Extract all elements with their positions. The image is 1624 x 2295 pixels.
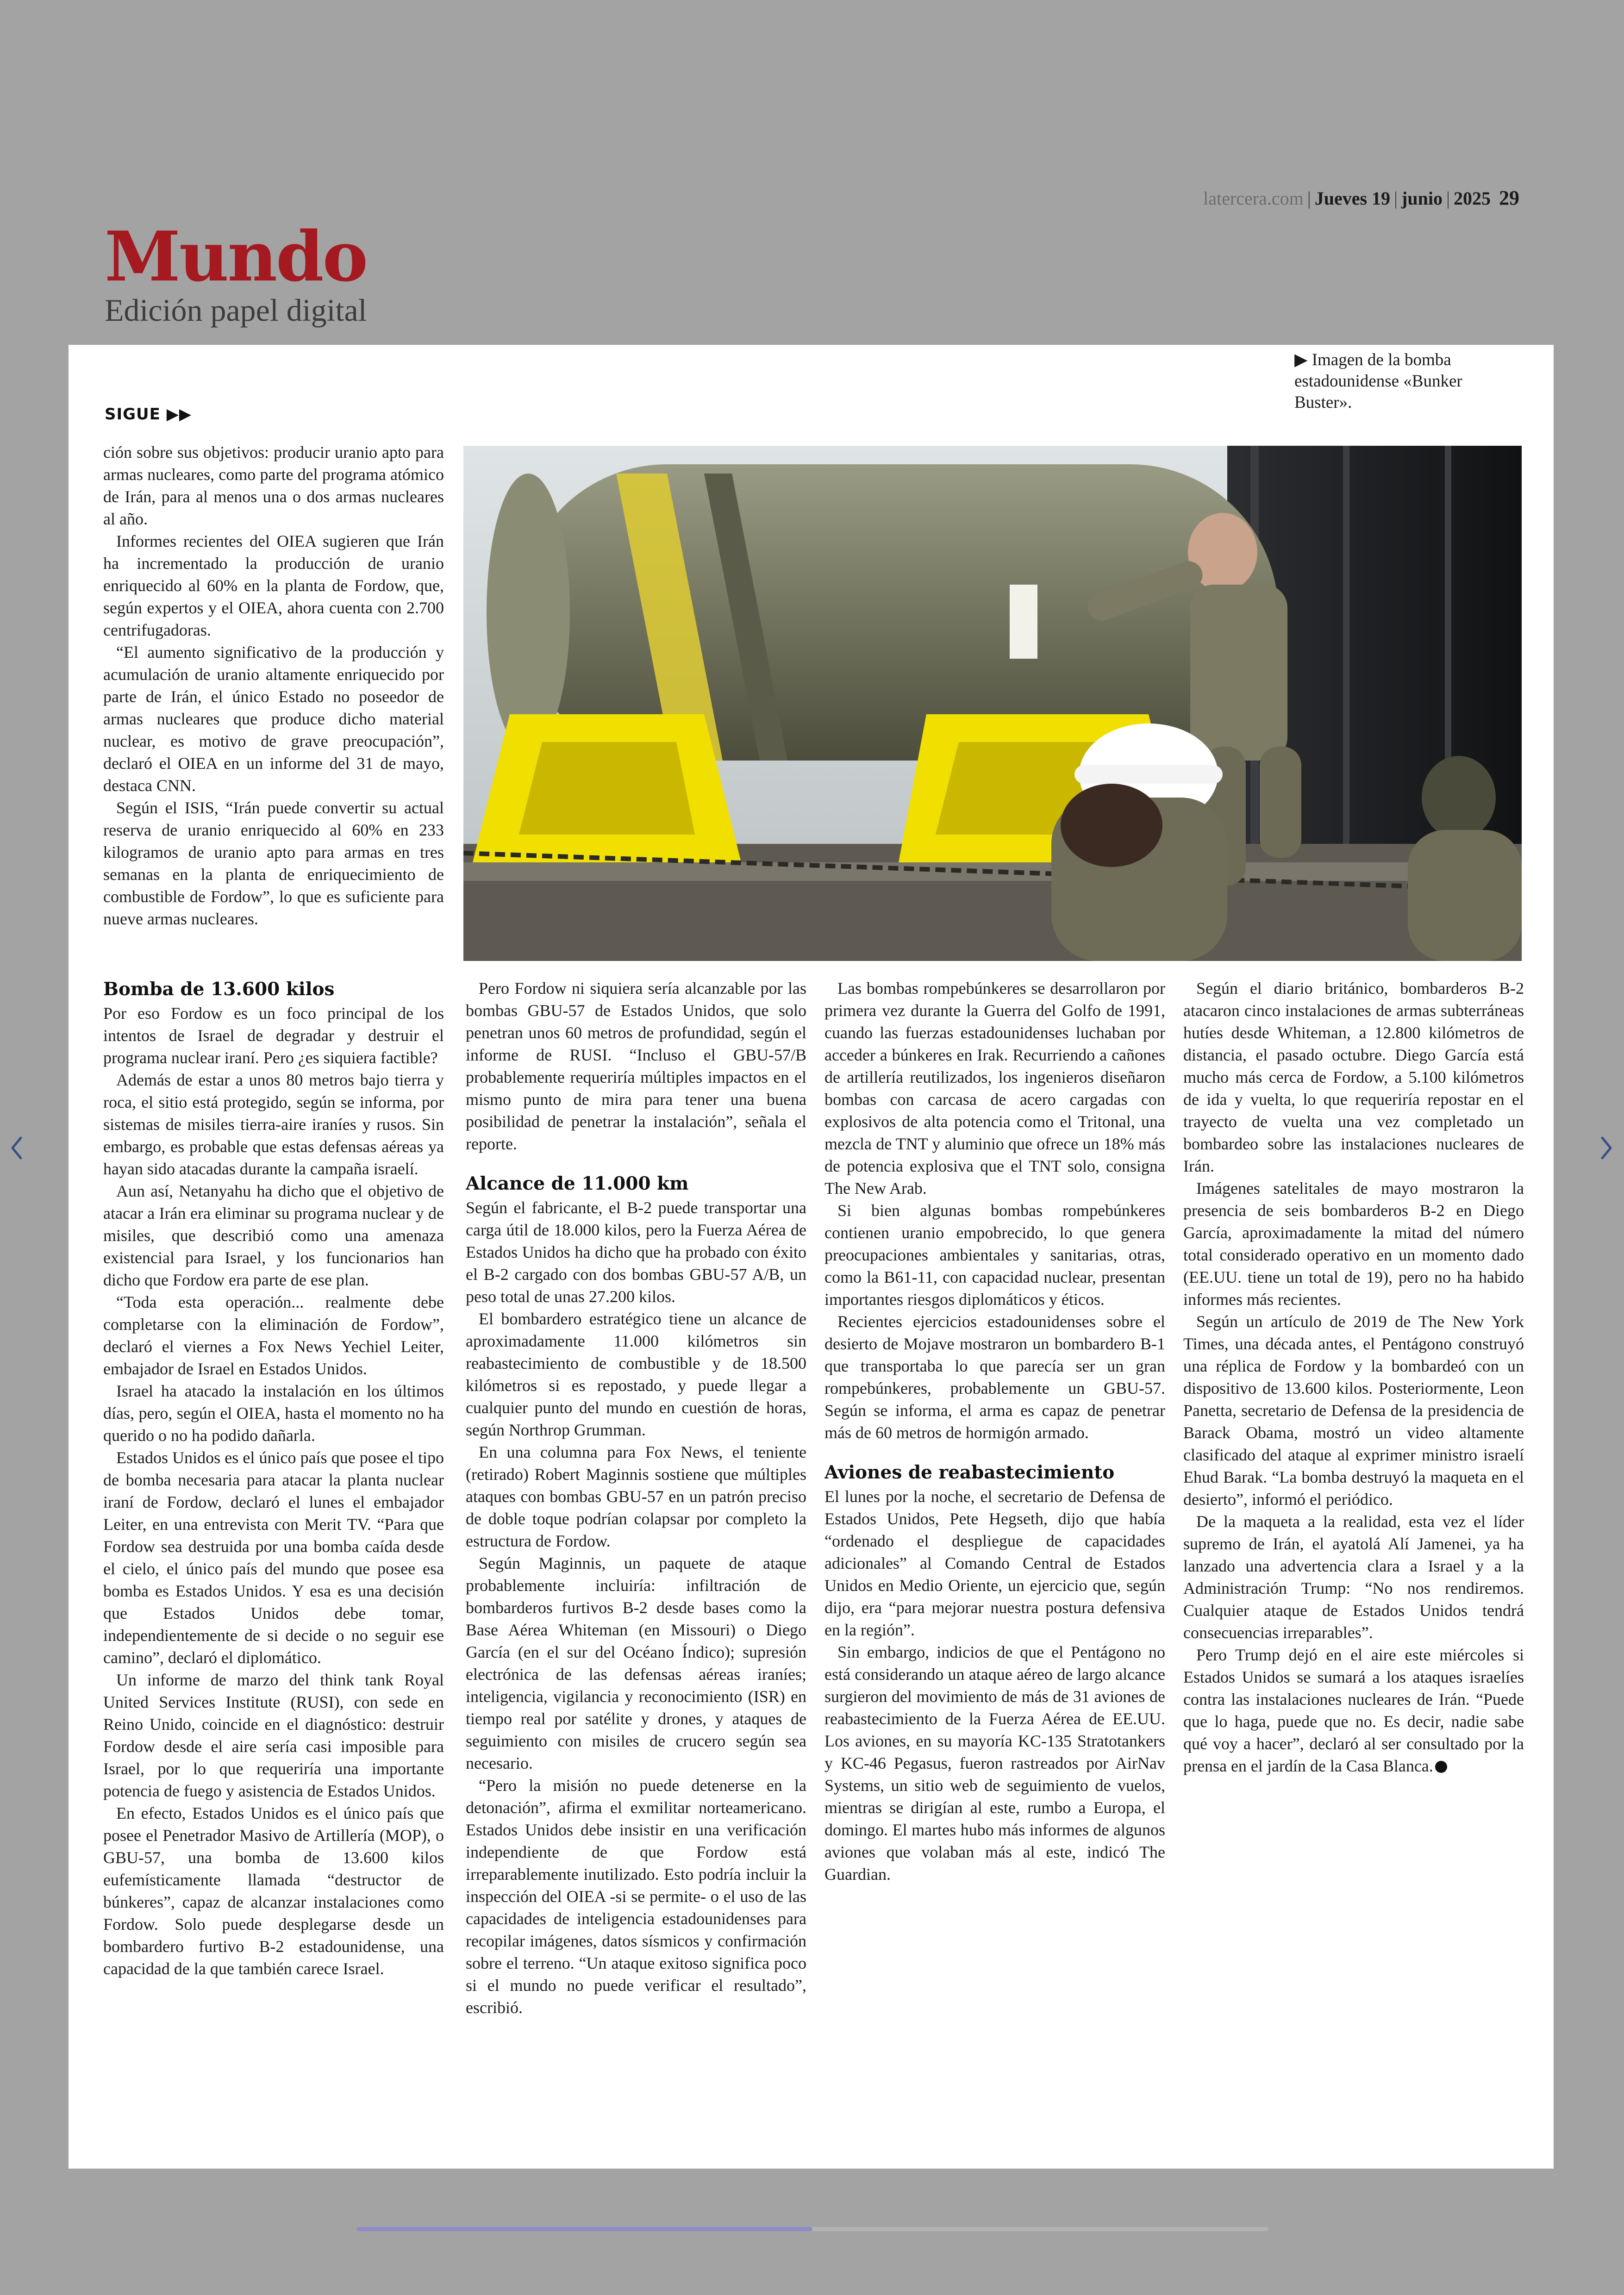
- section-masthead: [105, 216, 367, 328]
- article-column-1: [103, 977, 444, 2088]
- body-paragraph: El bombardero estratégico tiene un alcance de aproximadamente 11.000 kilómetros sin reabastecimiento de combustible y de 18.500 kilómetros si es repostado, y puede llegar a cualquier punto del mundo en cuestión de horas, según Northrop Grumman.: [466, 1310, 806, 1439]
- page-scroll-progress-fill: [356, 2227, 812, 2231]
- edition-subtitle: Edición papel digital: [105, 293, 367, 328]
- subheading-bomba: Bomba de 13.600 kilos: [103, 979, 335, 1000]
- body-paragraph: Sin embargo, indicios de que el Pentágono no está considerando un ataque aéreo de largo alcance surgieron del movimiento de más de 31 aviones de reabastecimiento de la Fuerza Aérea de EE.UU. Los aviones, en su mayoría KC-135 Stratotankers y KC-46 Pegasus, fueron rastreados por AirNav Systems, un sitio web de seguimiento de vuelos, mientras se dirigían al este, rumbo a Europa, el domingo. El martes hubo más informes de algunos aviones que volaban más al este, indicó The Guardian.: [824, 1643, 1165, 1883]
- body-paragraph: Según el fabricante, el B-2 puede transportar una carga útil de 18.000 kilos, pero la Fuerza Aérea de Estados Unidos ha dicho que ha probado con éxito el B-2 cargado con dos bombas GBU-57 A/B, un peso total de unas 27.200 kilos.: [466, 1198, 806, 1306]
- date-year: 2025: [1454, 188, 1491, 209]
- section-title: Mundo: [105, 216, 367, 297]
- bunker-buster-photo: [463, 446, 1522, 961]
- dateline-separator: |: [1307, 188, 1311, 209]
- subheading-alcance: Alcance de 11.000 km: [466, 1173, 689, 1194]
- end-of-article-icon: [1435, 1761, 1447, 1773]
- intro-paragraph: “El aumento significativo de la producción y acumulación de uranio altamente enriquecido por parte de Irán, el único Estado no poseedor de armas nucleares que produce dicho material nuclear, es motivo de grave preocupación”, declaró el OIEA en un informe del 31 de mayo, destaca CNN.: [103, 643, 444, 795]
- page-number: 29: [1499, 187, 1519, 209]
- body-paragraph: [1183, 1644, 1524, 1777]
- newspaper-page: [69, 345, 1554, 2169]
- body-paragraph: Israel ha atacado la instalación en los últimos días, pero, según el OIEA, hasta el momento no ha querido o no ha podido dañarla.: [103, 1382, 444, 1445]
- article-column-3: [824, 977, 1165, 2088]
- bunker-buster-illustration: [463, 446, 1522, 961]
- dateline-separator: |: [1394, 188, 1398, 209]
- image-caption: ▶ Imagen de la bomba estadounidense «Bunker Buster».: [1294, 350, 1462, 412]
- date-month: junio: [1401, 188, 1443, 209]
- body-paragraph: “Pero la misión no puede detenerse en la detonación”, afirma el exmilitar norteamericano. Estados Unidos debe insistir en una verificación independiente de que Fordow está irreparablemente inutilizado. Esto podría incluir la inspección del OIEA -si se permite- o el uso de las capacidades de inteligencia estadounidenses para recopilar imágenes, datos sísmicos y confirmación sobre el terreno. “Un ataque exitoso significa poco si el mundo no puede verificar el resultado”, escribió.: [466, 1776, 806, 2017]
- article-column-2: [466, 977, 806, 2088]
- dateline-separator: |: [1446, 188, 1450, 209]
- body-paragraph: Además de estar a unos 80 metros bajo tierra y roca, el sitio está protegido, según se informa, por sistemas de misiles tierra-aire iraníes y rusos. Sin embargo, es probable que estas defensas aéreas ya hayan sido atacadas durante la campaña israelí.: [103, 1071, 444, 1178]
- chevron-left-icon: [9, 1135, 25, 1161]
- body-paragraph: Si bien algunas bombas rompebúnkeres contienen uranio empobrecido, lo que genera preocupaciones ambientales y sanitarias, otras, como la B61-11, con capacidad nuclear, presentan importantes riesgos diplomáticos y éticos.: [824, 1201, 1165, 1309]
- page-scroll-progress[interactable]: [356, 2227, 1268, 2231]
- body-paragraph: Las bombas rompebúnkeres se desarrollaron por primera vez durante la Guerra del Golfo de 1991, cuando las fuerzas estadounidenses luchaban por acceder a búnkeres en Irak. Recurriendo a cañones de artillería reutilizados, los ingenieros diseñaron bombas con carcasa de acero cargadas con explosivos de alta potencia como el Tritonal, una mezcla de TNT y aluminio que ofrece un 18% más de potencia explosiva que el TNT solo, consigna The New Arab.: [824, 979, 1165, 1197]
- page-dateline: [1203, 186, 1519, 210]
- article-intro-column: [103, 441, 444, 960]
- body-paragraph: Imágenes satelitales de mayo mostraron la presencia de seis bombarderos B-2 en Diego García, aproximadamente la mitad del número total considerado operativo en un momento dado (EE.UU. tiene un total de 19), pero no ha habido informes más recientes.: [1183, 1179, 1524, 1309]
- body-paragraph: Según el diario británico, bombarderos B-2 atacaron cinco instalaciones de armas subterráneas hutíes desde Whiteman, a 12.800 kilómetros de distancia, el pasado octubre. Diego García está mucho más cerca de Fordow, a 5.100 kilómetros de ida y vuelta, lo que requeriría repostar en el trayecto de vuelta una vez completado un bombardeo sobre las instalaciones nucleares de Irán.: [1183, 979, 1524, 1175]
- next-page-button[interactable]: [1593, 1129, 1620, 1166]
- article-column-4: [1183, 977, 1524, 2088]
- previous-page-button[interactable]: [3, 1129, 31, 1166]
- subheading-aviones: Aviones de reabastecimiento: [824, 1462, 1115, 1483]
- site-name: latercera.com: [1203, 188, 1304, 209]
- body-paragraph: Estados Unidos es el único país que posee el tipo de bomba necesaria para atacar la planta nuclear iraní de Fordow, declaró el lunes el embajador Leiter, en una entrevista con Merit TV. “Para que Fordow sea destruida por una bomba caída desde el cielo, el único país del mundo que posee esa bomba es Estados Unidos. Y esa es una decisión que Estados Unidos debe tomar, independientemente de si decide o no seguir ese camino”, declaró el diplomático.: [103, 1448, 444, 1667]
- body-paragraph: Pero Fordow ni siquiera sería alcanzable por las bombas GBU-57 de Estados Unidos, que solo penetran unos 60 metros de profundidad, según el informe de RUSI. “Incluso el GBU-57/B probablemente requeriría múltiples impactos en el mismo punto de mira para tener una buena posibilidad de penetrar la instalación”, señala el reporte.: [466, 979, 806, 1153]
- body-paragraph: Recientes ejercicios estadounidenses sobre el desierto de Mojave mostraron un bombardero B-1 que transportaba lo que parecía ser un gran rompebúnkeres, probablemente un GBU-57. Según se informa, el arma es capaz de penetrar más de 60 metros de hormigón armado.: [824, 1312, 1165, 1442]
- intro-paragraph: Informes recientes del OIEA sugieren que Irán ha incrementado la producción de uranio enriquecido al 60% en la planta de Fordow, que, según expertos y el OIEA, ahora cuenta con 2.700 centrifugadoras.: [103, 532, 444, 639]
- closing-paragraph-text: Pero Trump dejó en el aire este miércoles si Estados Unidos se sumará a los ataques israelíes contra las instalaciones nucleares de Irán. “Puede que lo haga, puede que no. Es decir, nadie sabe qué voy a hacer”, declaró al ser consultado por la prensa en el jardín de la Casa Blanca.: [1183, 1646, 1524, 1775]
- body-paragraph: Por eso Fordow es un foco principal de los intentos de Israel de degradar y destruir el programa nuclear iraní. Pero ¿es siquiera factible?: [103, 1004, 444, 1067]
- body-paragraph: “Toda esta operación... realmente debe completarse con la eliminación de Fordow”, declaró el viernes a Fox News Yechiel Leiter, embajador de Israel en Estados Unidos.: [103, 1293, 444, 1378]
- body-paragraph: En una columna para Fox News, el teniente (retirado) Robert Maginnis sostiene que múltiples ataques con bombas GBU-57 en un patrón preciso de doble toque podrían colapsar por completo la estructura de Fordow.: [466, 1443, 806, 1550]
- intro-paragraph: ción sobre sus objetivos: producir uranio apto para armas nucleares, como parte del programa atómico de Irán, para al menos una o dos armas nucleares al año.: [103, 443, 444, 528]
- body-paragraph: En efecto, Estados Unidos es el único país que posee el Penetrador Masivo de Artillería (MOP), o GBU-57, una bomba de 13.600 kilos eufemísticamente llamada “destructor de búnkeres”, capaz de alcanzar instalaciones como Fordow. Solo puede desplegarse desde un bombardero furtivo B-2 estadounidense, una capacidad de la que también carece Israel.: [103, 1804, 444, 1978]
- date-weekday: Jueves 19: [1314, 188, 1391, 209]
- body-paragraph: Un informe de marzo del think tank Royal United Services Institute (RUSI), con sede en Reino Unido, coincide en el diagnóstico: destruir Fordow desde el aire sería casi imposible para Israel, por lo que requeriría una importante potencia de fuego y asistencia de Estados Unidos.: [103, 1671, 444, 1800]
- body-paragraph: De la maqueta a la realidad, esta vez el líder supremo de Irán, el ayatolá Alí Jamenei, ya ha lanzado una advertencia clara a Israel y a la Administración Trump: “No nos rendiremos. Cualquier ataque de Estados Unidos tendrá consecuencias irreparables”.: [1183, 1512, 1524, 1642]
- body-paragraph: El lunes por la noche, el secretario de Defensa de Estados Unidos, Pete Hegseth, dijo que había “ordenado el despliegue de capacidades adicionales” al Comando Central de Estados Unidos en Medio Oriente, un ejercicio que, según dijo, era “para mejorar nuestra postura defensiva en la región”.: [824, 1487, 1165, 1639]
- body-paragraph: Según un artículo de 2019 de The New York Times, una década antes, el Pentágono construyó una réplica de Fordow y la bombardeó con un dispositivo de 13.600 kilos. Posteriormente, Leon Panetta, secretario de Defensa de la presidencia de Barack Obama, mostró un video altamente clasificado del ataque al exprimer ministro israelí Ehud Barak. “La bomba destruyó la maqueta en el desierto”, informó el periódico.: [1183, 1312, 1524, 1509]
- chevron-right-icon: [1599, 1135, 1614, 1161]
- intro-paragraph: Según el ISIS, “Irán puede convertir su actual reserva de uranio enriquecido al 60% en 233 kilogramos de uranio apto para armas en tres semanas en la planta de enriquecimiento de combustible de Fordow”, lo que es suficiente para nueve armas nucleares.: [103, 798, 444, 928]
- continued-label: SIGUE ▶▶: [105, 405, 192, 424]
- body-paragraph: Aun así, Netanyahu ha dicho que el objetivo de atacar a Irán era eliminar su programa nuclear y de misiles, que describió como una amenaza existencial para Israel, y los funcionarios han dicho que Fordow era parte de ese plan.: [103, 1182, 444, 1289]
- body-paragraph: Según Maginnis, un paquete de ataque probablemente incluiría: infiltración de bombarderos furtivos B-2 desde bases como la Base Aérea Whiteman (en Missouri) o Diego García (en el sur del Océano Índico); supresión electrónica de las defensas aéreas iraníes; inteligencia, vigilancia y reconocimiento (ISR) en tiempo real por satélite y drones, y ataques de seguimiento con misiles de crucero según sea necesario.: [466, 1554, 806, 1772]
